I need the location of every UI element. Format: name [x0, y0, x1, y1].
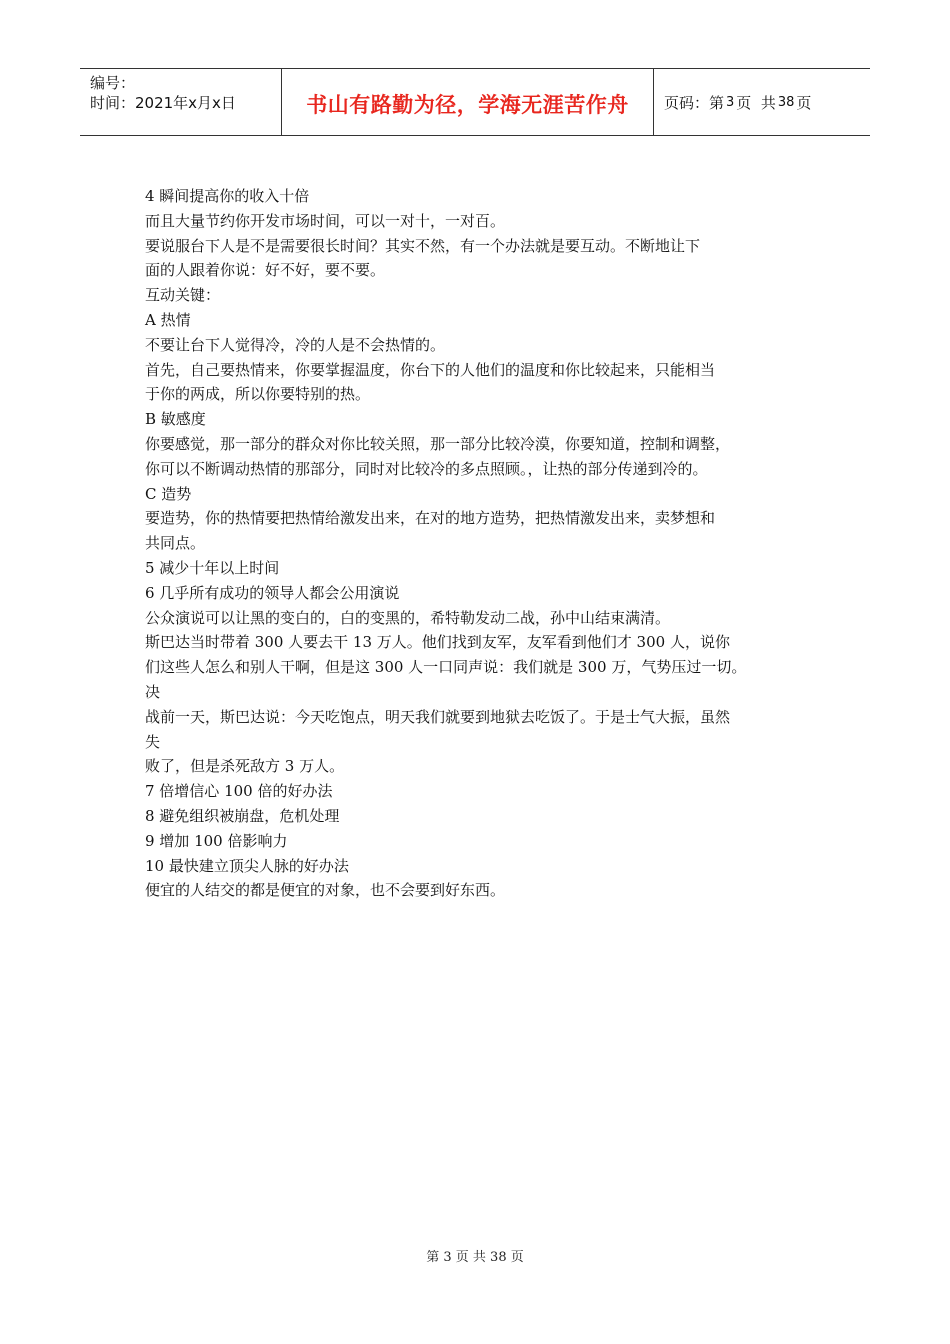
body-line: C 造势 [145, 484, 192, 503]
page-suffix: 页 [796, 93, 812, 112]
body-line: 面的人跟着你说：好不好，要不要。 [145, 261, 386, 280]
header-page-info [654, 69, 870, 135]
body-line: 6 几乎所有成功的领导人都会公用演说 [145, 583, 400, 602]
document-body [145, 184, 815, 903]
header-meta [80, 69, 282, 135]
body-line: 于你的两成，所以你要特别的热。 [145, 385, 371, 404]
page-footer: 第 3 页 共 38 页 [426, 1250, 524, 1265]
document-date: 时间：2021年x月x日 [90, 94, 236, 112]
body-line: 而且大量节约你开发市场时间，可以一对十，一对百。 [145, 211, 506, 230]
body-line: 要说服台下人是不是需要很长时间？其实不然，有一个办法就是要互动。不断地让下 [145, 236, 701, 255]
body-line: 战前一天，斯巴达说：今天吃饱点，明天我们就要到地狱去吃饭了。于是士气大振，虽然 [145, 707, 731, 726]
page-current: 3 [726, 94, 735, 110]
header-motto: 书山有路勤为径，学海无涯苦作舟 [306, 93, 629, 117]
body-line: 你要感觉，那一部分的群众对你比较关照，那一部分比较冷漠，你要知道，控制和调整， [145, 434, 731, 453]
header-motto-cell [282, 69, 654, 135]
body-line: 7 倍增信心 100 倍的好办法 [145, 782, 333, 801]
body-line: 4 瞬间提高你的收入十倍 [145, 187, 310, 205]
page-header [80, 68, 870, 136]
body-line: 失 [145, 732, 161, 751]
body-line: 败了，但是杀死敌方 3 万人。 [145, 757, 345, 776]
body-line: 9 增加 100 倍影响力 [145, 831, 288, 850]
body-line: 10 最快建立顶尖人脉的好办法 [145, 856, 349, 875]
body-line: 首先，自己要热情来，你要掌握温度，你台下的人他们的温度和你比较起来，只能相当 [145, 360, 716, 379]
page-total: 38 [777, 94, 795, 110]
body-line: 共同点。 [145, 534, 206, 553]
page-prefix: 页码：第 [664, 93, 725, 112]
body-line: 们这些人怎么和别人干啊，但是这 300 人一口同声说：我们就是 300 万，气势压过一切。 [145, 658, 747, 677]
body-line: 公众演说可以让黑的变白的，白的变黑的，希特勒发动二战，孙中山结束满清。 [145, 608, 671, 627]
body-line: 你可以不断调动热情的那部分，同时对比较冷的多点照顾。，让热的部分传递到冷的。 [145, 459, 708, 478]
page-mid: 页 共 [736, 93, 776, 112]
body-line: 8 避免组织被崩盘，危机处理 [145, 806, 340, 825]
body-line: 5 减少十年以上时间 [145, 558, 280, 577]
body-line: A 热情 [145, 310, 191, 329]
body-line: 斯巴达当时带着 300 人要去干 13 万人。他们找到友军，友军看到他们才 300 人，说你 [145, 633, 730, 652]
body-line: 要造势，你的热情要把热情给激发出来，在对的地方造势，把热情激发出来，卖梦想和 [145, 509, 716, 528]
body-line: 不要让台下人觉得冷，冷的人是不会热情的。 [145, 335, 446, 354]
document-number-label: 编号： [90, 74, 136, 92]
body-line: B 敏感度 [145, 410, 206, 429]
body-line: 决 [145, 682, 161, 701]
body-line: 互动关键： [145, 286, 221, 305]
body-line: 便宜的人结交的都是便宜的对象，也不会要到好东西。 [145, 881, 506, 900]
